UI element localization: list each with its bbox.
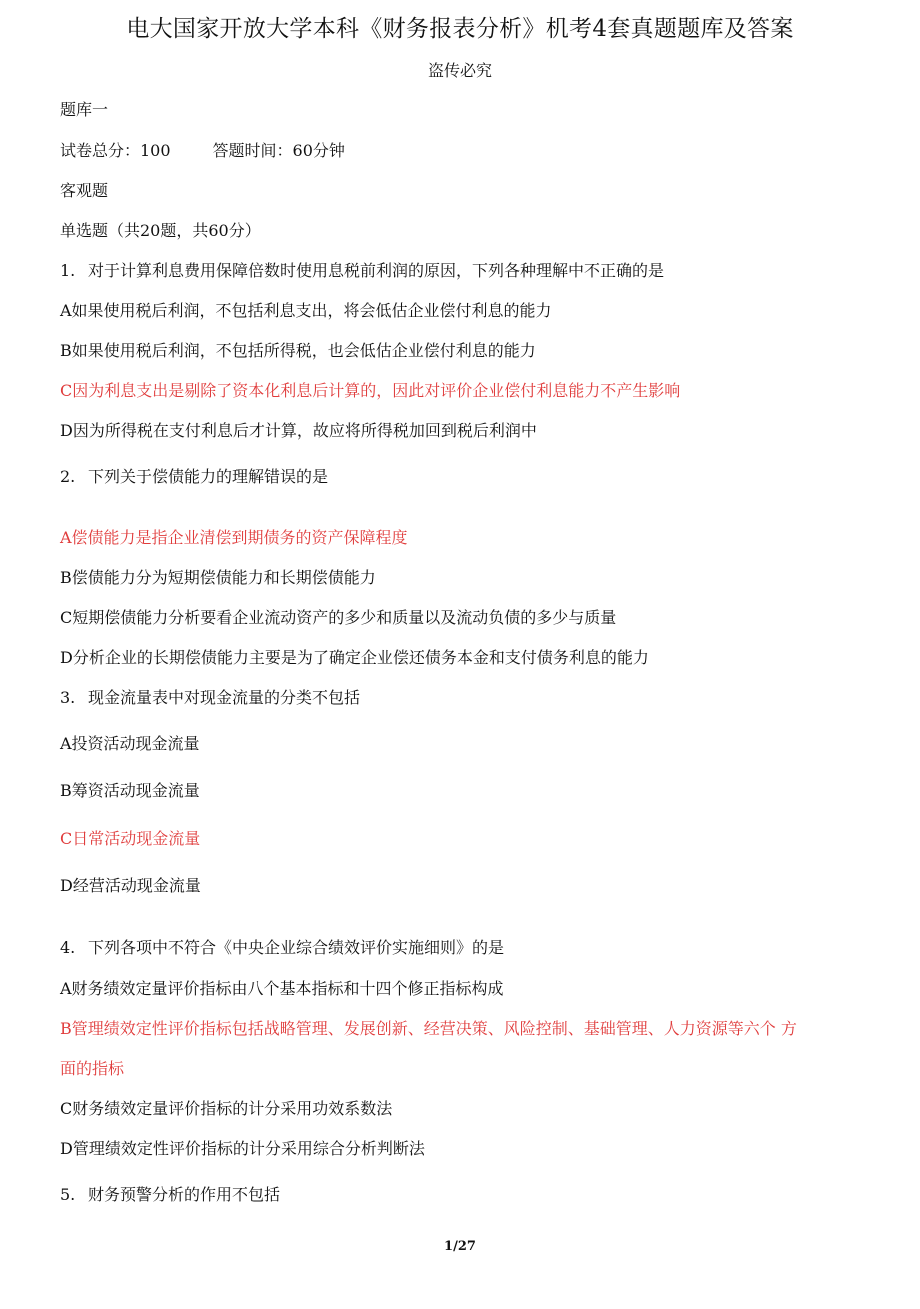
question-text: 现金流量表中对现金流量的分类不包括 (88, 688, 361, 707)
question-stem (60, 263, 664, 279)
question-number: 4. (60, 938, 76, 957)
option-a: A如果使用税后利润，不包括利息支出，将会低估企业偿付利息的能力 (60, 301, 552, 320)
exam-info (60, 143, 345, 159)
option-a: A投资活动现金流量 (60, 734, 200, 753)
question-number: 1. (60, 261, 76, 280)
question-stem (60, 469, 328, 485)
option-c-correct-answer: C日常活动现金流量 (60, 829, 201, 848)
page-number: 1/27 (444, 1239, 476, 1254)
time-limit: 答题时间：60分钟 (212, 141, 345, 160)
option-c: C短期偿债能力分析要看企业流动资产的多少和质量以及流动负债的多少与质量 (60, 608, 617, 627)
option-c-correct-answer: C因为利息支出是剔除了资本化利息后计算的，因此对评价企业偿付利息能力不产生影响 (60, 381, 681, 400)
option-b-continuation: 面的指标 (60, 1059, 125, 1078)
document-subtitle: 盗传必究 (427, 61, 492, 80)
option-a: A财务绩效定量评价指标由八个基本指标和十四个修正指标构成 (60, 979, 504, 998)
option-b: B如果使用税后利润，不包括所得税，也会低估企业偿付利息的能力 (60, 341, 536, 360)
question-text: 下列各项中不符合《中央企业综合绩效评价实施细则》的是 (88, 938, 505, 957)
total-score: 试卷总分：100 (60, 141, 171, 160)
option-d: D经营活动现金流量 (60, 876, 201, 895)
question-text: 下列关于偿债能力的理解错误的是 (88, 467, 329, 486)
option-b: B筹资活动现金流量 (60, 781, 200, 800)
option-a-correct-answer: A偿债能力是指企业清偿到期债务的资产保障程度 (60, 528, 408, 547)
question-number: 2. (60, 467, 76, 486)
option-d: D管理绩效定性评价指标的计分采用综合分析判断法 (60, 1139, 425, 1158)
section-heading: 客观题 (60, 181, 109, 200)
option-c: C财务绩效定量评价指标的计分采用功效系数法 (60, 1099, 393, 1118)
option-d: D因为所得税在支付利息后才计算，故应将所得税加回到税后利润中 (60, 421, 537, 440)
question-text: 对于计算利息费用保障倍数时使用息税前利润的原因，下列各种理解中不正确的是 (88, 261, 665, 280)
question-stem (60, 940, 504, 956)
option-b-correct-answer: B管理绩效定性评价指标包括战略管理、发展创新、经营决策、风险控制、基础管理、人力资源等六个 方 (60, 1019, 797, 1038)
question-number: 3. (60, 688, 76, 707)
option-b: B偿债能力分为短期偿债能力和长期偿债能力 (60, 568, 376, 587)
question-stem (60, 1187, 280, 1203)
question-stem (60, 690, 360, 706)
subsection-heading: 单选题（共20题，共60分） (60, 221, 261, 240)
option-d: D分析企业的长期偿债能力主要是为了确定企业偿还债务本金和支付债务利息的能力 (60, 648, 649, 667)
question-text: 财务预警分析的作用不包括 (88, 1185, 281, 1204)
document-title: 电大国家开放大学本科《财务报表分析》机考4套真题题库及答案 (126, 16, 794, 42)
question-bank-label: 题库一 (60, 100, 109, 119)
question-number: 5. (60, 1185, 76, 1204)
